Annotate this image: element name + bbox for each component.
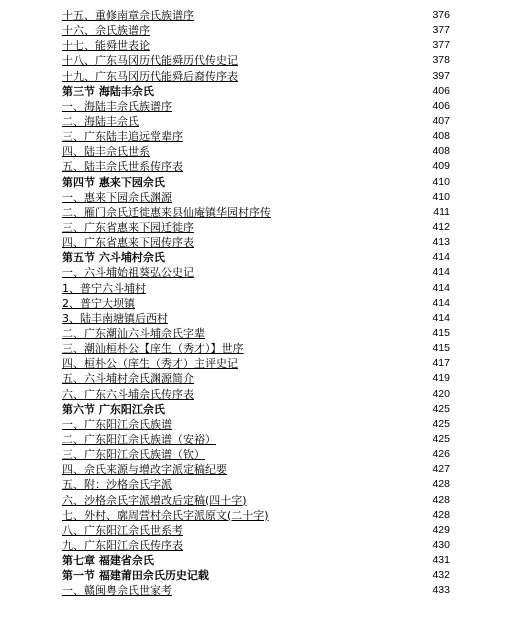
toc-entry-title: 第三节 海陆丰佘氏: [62, 84, 154, 98]
toc-entry-title: 一、六斗埔始祖葵弘公史记: [62, 266, 194, 280]
toc-page-number: 377: [432, 39, 450, 52]
toc-page-number: 410: [432, 175, 450, 188]
toc-page-number: 412: [432, 220, 450, 233]
toc-section-heading: [0, 175, 510, 190]
toc-page-number: 414: [432, 281, 450, 294]
toc-page-number: 430: [432, 538, 450, 551]
toc-page-number: 414: [432, 296, 450, 309]
toc-entry[interactable]: [0, 296, 510, 311]
toc-entry-title: 二、海陆丰佘氏: [62, 114, 139, 128]
toc-entry[interactable]: [0, 447, 510, 462]
toc-page-number: 414: [432, 251, 450, 264]
toc-page-number: 433: [432, 584, 450, 597]
toc-entry[interactable]: [0, 190, 510, 205]
toc-entry[interactable]: [0, 462, 510, 477]
toc-entry-title: 七、外村、廓周营村佘氏字派原文(二十字): [62, 508, 269, 522]
toc-entry-title: 十五、重修南章佘氏族谱序: [62, 9, 194, 22]
toc-entry-title: 2、普宁大坝镇: [62, 296, 135, 310]
toc-entry[interactable]: [0, 53, 510, 68]
toc-entry-title: 八、广东阳江佘氏世系考: [62, 523, 183, 537]
toc-page-number: 411: [433, 205, 450, 218]
toc-entry[interactable]: [0, 356, 510, 371]
toc-entry-title: 一、海陆丰佘氏族谱序: [62, 99, 172, 113]
toc-page-number: 428: [432, 478, 450, 491]
toc-entry-title: 十六、佘氏族谱序: [62, 24, 150, 38]
toc-entry-title: 二、雁门佘氏迁徙惠来县仙庵镇华园村序传: [62, 205, 271, 219]
toc-page-number: 410: [432, 190, 450, 203]
toc-entry-title: 三、广东阳江佘氏族谱（钦）: [62, 448, 205, 462]
toc-section-heading: [0, 553, 510, 568]
toc-page-number: 376: [432, 9, 450, 21]
toc-entry[interactable]: [0, 326, 510, 341]
toc-page-number: 425: [432, 432, 450, 445]
table-of-contents: [0, 8, 510, 598]
toc-entry[interactable]: [0, 114, 510, 129]
toc-entry-title: 一、广东阳江佘氏族谱: [62, 417, 172, 431]
toc-entry-title: 五、六斗埔村佘氏渊源简介: [62, 372, 194, 386]
toc-page-number: 425: [432, 402, 450, 415]
toc-entry-title: 二、广东潮汕六斗埔佘氏字辈: [62, 326, 205, 340]
toc-page-number: 419: [432, 372, 450, 385]
toc-entry[interactable]: [0, 265, 510, 280]
toc-page-number: 415: [432, 342, 450, 355]
toc-page-number: 420: [432, 387, 450, 400]
toc-entry[interactable]: [0, 508, 510, 523]
toc-entry[interactable]: [0, 205, 510, 220]
toc-entry-title: 1、普宁六斗埔村: [62, 281, 146, 295]
toc-page-number: 415: [432, 326, 450, 339]
toc-page-number: 429: [432, 523, 450, 536]
toc-page-number: 378: [432, 54, 450, 67]
toc-entry[interactable]: [0, 341, 510, 356]
toc-page-number: 414: [432, 266, 450, 279]
toc-page-number: 407: [432, 114, 450, 127]
toc-entry-title: 五、陆丰佘氏世系传序表: [62, 160, 183, 174]
toc-page-number: 413: [432, 236, 450, 249]
toc-entry-title: 二、广东阳江佘氏族谱（安裕）: [62, 432, 216, 446]
toc-entry-title: 3、陆丰南塘镇后西村: [62, 311, 168, 325]
toc-entry-title: 第六节 广东阳江佘氏: [62, 402, 165, 416]
toc-entry-title: 第五节 六斗埔村佘氏: [62, 251, 165, 265]
toc-page-number: 428: [432, 493, 450, 506]
toc-section-heading: [0, 250, 510, 265]
toc-entry[interactable]: [0, 99, 510, 114]
toc-entry[interactable]: [0, 477, 510, 492]
toc-entry-title: 六、广东六斗埔佘氏传序表: [62, 387, 194, 401]
toc-entry[interactable]: [0, 235, 510, 250]
toc-entry-title: 六、沙格佘氏字派增改后定稿(四十字): [62, 493, 247, 507]
toc-entry[interactable]: [0, 523, 510, 538]
toc-entry[interactable]: [0, 144, 510, 159]
toc-entry-title: 四、广东省惠来下园传序表: [62, 236, 194, 250]
toc-entry-title: 九、广东阳江佘氏传序表: [62, 538, 183, 552]
toc-entry-title: 一、惠来下园佘氏渊源: [62, 190, 172, 204]
toc-entry-title: 十八、广东马冈历代能舜历代传史记: [62, 54, 238, 68]
toc-page-number: 425: [432, 417, 450, 430]
toc-entry[interactable]: [0, 493, 510, 508]
toc-entry[interactable]: [0, 159, 510, 174]
toc-page-number: 426: [432, 448, 450, 461]
toc-entry[interactable]: [0, 23, 510, 38]
toc-page-number: 409: [432, 160, 450, 173]
toc-entry-title: 四、陆丰佘氏世系: [62, 145, 150, 159]
toc-entry[interactable]: [0, 311, 510, 326]
toc-entry-title: 第七章 福建省佘氏: [62, 554, 154, 568]
toc-entry[interactable]: [0, 387, 510, 402]
toc-entry[interactable]: [0, 371, 510, 386]
toc-page-number: 406: [432, 84, 450, 97]
toc-entry[interactable]: [0, 432, 510, 447]
toc-page-number: 377: [432, 24, 450, 37]
toc-page-number: 417: [432, 357, 450, 370]
toc-page-number: 432: [432, 569, 450, 582]
toc-section-heading: [0, 84, 510, 99]
toc-page-number: 427: [432, 463, 450, 476]
toc-entry-title: 十九、广东马冈历代能舜后裔传序表: [62, 69, 238, 83]
toc-page-number: 431: [432, 554, 450, 567]
toc-section-heading: [0, 568, 510, 583]
toc-entry-title: 十七、能舜世表论: [62, 39, 150, 53]
toc-entry[interactable]: [0, 583, 510, 598]
toc-entry-title: 第一节 福建莆田佘氏历史记载: [62, 569, 209, 583]
toc-entry[interactable]: [0, 417, 510, 432]
toc-entry-title: 四、佘氏来源与增改字派定稿纪要: [62, 463, 227, 477]
toc-page-number: 408: [432, 130, 450, 143]
toc-entry[interactable]: [0, 281, 510, 296]
toc-entry-title: 五、附：沙格佘氏字派: [62, 478, 172, 492]
toc-entry-title: 一、赣闽粤佘氏世家考: [62, 584, 172, 598]
toc-page-number: 414: [432, 311, 450, 324]
toc-entry-title: 三、潮汕桓朴公【庠生（秀才）】世序: [62, 342, 244, 356]
toc-entry[interactable]: [0, 69, 510, 84]
toc-page-number: 397: [432, 69, 450, 82]
toc-entry-title: 三、广东省惠来下园迁徙序: [62, 220, 194, 234]
toc-entry-title: 三、广东陆丰追远堂辈序: [62, 130, 183, 144]
toc-entry[interactable]: [0, 38, 510, 53]
toc-page-number: 408: [432, 145, 450, 158]
toc-page-number: 406: [432, 99, 450, 112]
toc-entry[interactable]: [0, 220, 510, 235]
toc-entry[interactable]: [0, 538, 510, 553]
toc-entry-title: 四、桓朴公（庠生（秀才）主评史记: [62, 357, 238, 371]
toc-entry[interactable]: [0, 129, 510, 144]
toc-entry-title: 第四节 惠来下园佘氏: [62, 175, 165, 189]
toc-page-number: 428: [432, 508, 450, 521]
toc-entry[interactable]: [0, 8, 510, 23]
toc-section-heading: [0, 402, 510, 417]
